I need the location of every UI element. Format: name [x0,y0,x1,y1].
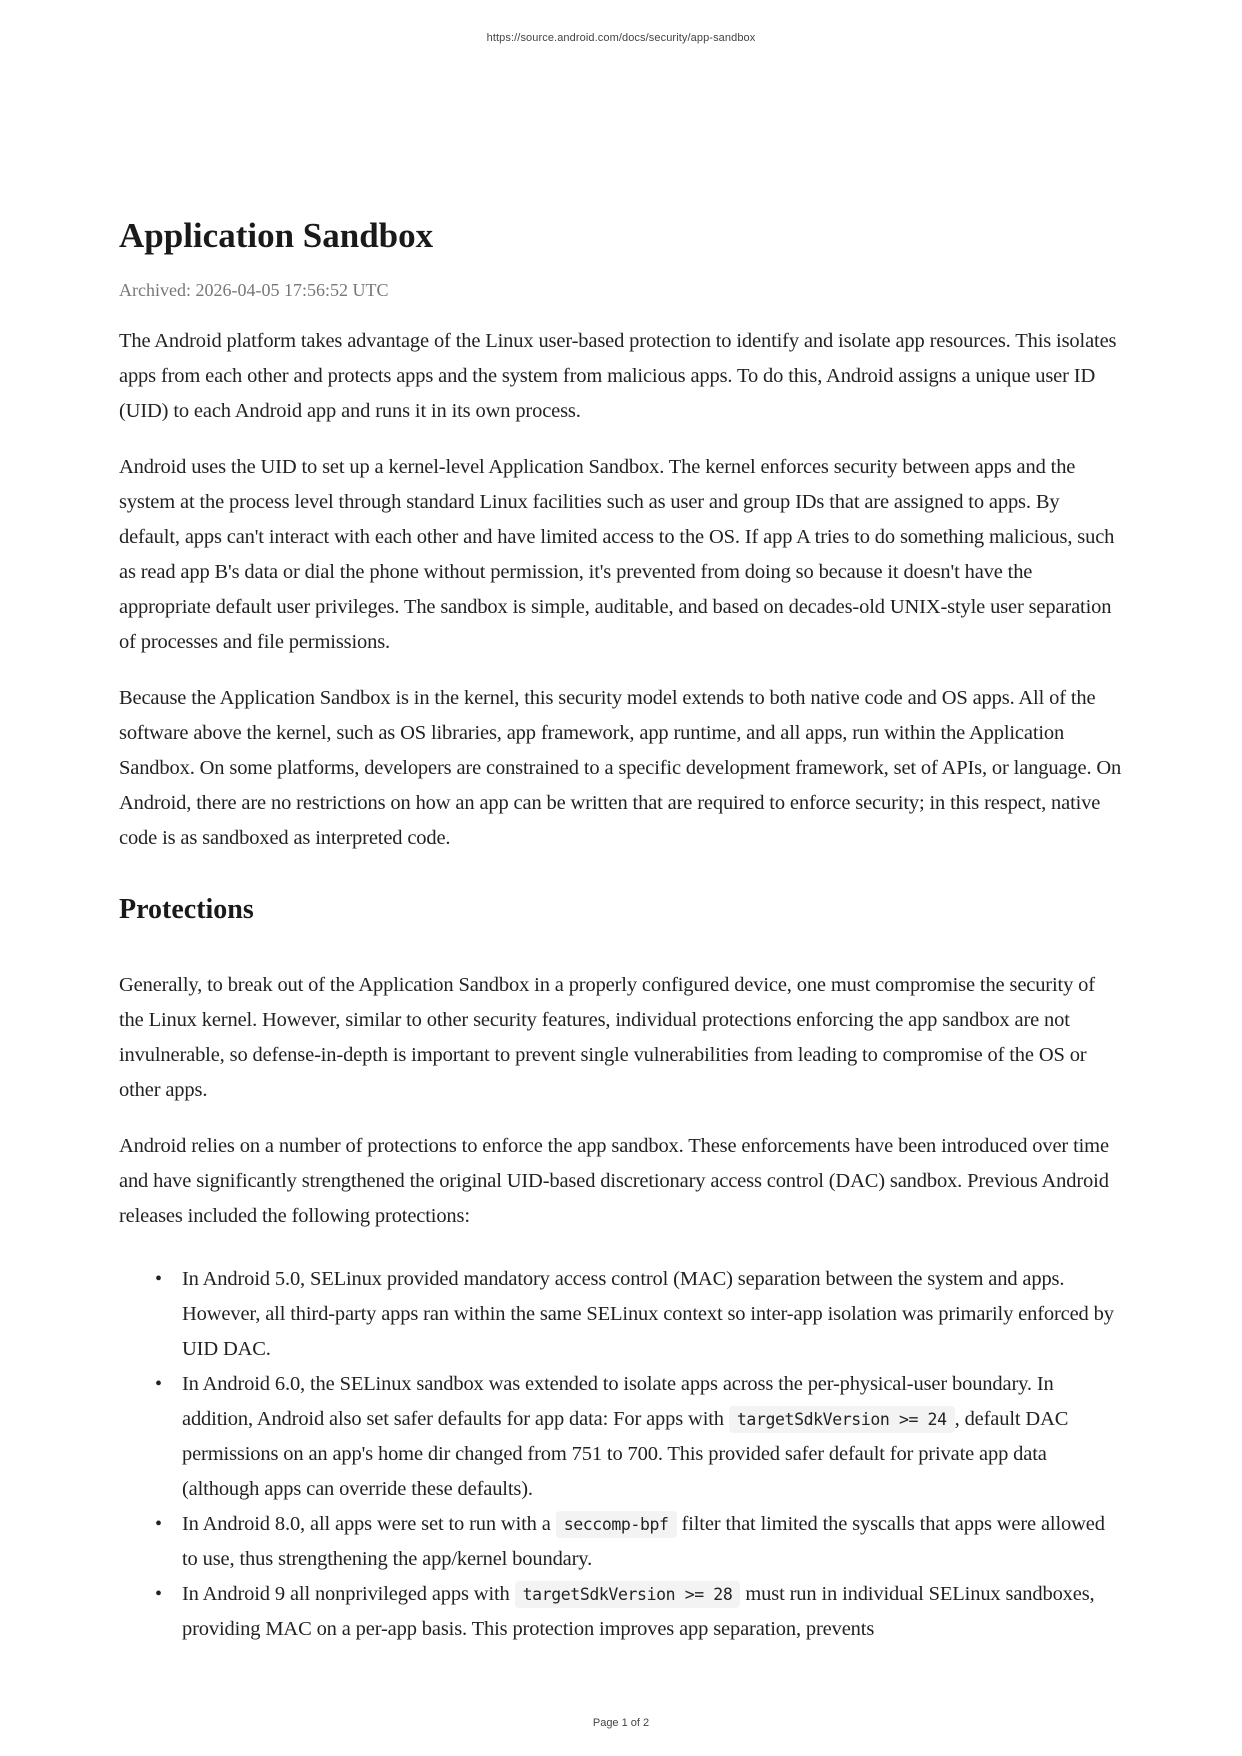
list-item-text-before: In Android 6.0, the SELinux sandbox was extended to isolate apps across the per-physical-user boundary. In addition, Android also set safer defaults for app data: For apps with [182,1373,1054,1430]
intro-paragraph-3: Because the Application Sandbox is in the kernel, this security model extends to both native code and OS apps. All of the software above the kernel, such as OS libraries, app framework, app runtime, and all apps, run within the Application Sandbox. On some platforms, developers are constrained to a specific development framework, set of APIs, or language. On Android, there are no restrictions on how an app can be written that are required to enforce security; in this respect, native code is as sandboxed as interpreted code. [119,687,1122,849]
list-item-text-before: In Android 9 all nonprivileged apps with [182,1583,515,1605]
protections-paragraph-1: Generally, to break out of the Application Sandbox in a properly configured device, one must compromise the security of the Linux kernel. However, similar to other security features, individual protections enforcing the app sandbox are not invulnerable, so defense-in-depth is important to prevent single vulnerabilities from leading to compromise of the OS or other apps. [119,974,1095,1101]
bullet-icon: • [155,1268,162,1290]
list-item-text-after: , default DAC permissions on an app's home dir changed from 751 to 700. This provided safer default for private app data (although apps can override these defaults). [182,1408,1069,1500]
list-item [155,1577,1124,1647]
intro-paragraph-1: The Android platform takes advantage of the Linux user-based protection to identify and isolate app resources. This isolates apps from each other and protects apps and the system from malicious apps. To do this, Android assigns a unique user ID (UID) to each Android app and runs it in its own process. [119,330,1117,422]
page-url-header: https://source.android.com/docs/security/app-sandbox [486,32,756,44]
list-item-text-after: filter that limited the syscalls that apps were allowed to use, thus strengthening the app/kernel boundary. [182,1513,1105,1570]
list-item [155,1367,1124,1507]
archived-timestamp: Archived: 2026-04-05 17:56:52 UTC [119,280,389,300]
inline-code: targetSdkVersion >= 24 [729,1406,955,1433]
list-item [155,1507,1124,1577]
page-title: Application Sandbox [119,216,434,255]
protections-section [119,890,1124,1647]
intro-paragraph-2: Android uses the UID to set up a kernel-level Application Sandbox. The kernel enforces security between apps and the system at the process level through standard Linux facilities such as user and group IDs that are assigned to apps. By default, apps can't interact with each other and have limited access to the OS. If app A tries to do something malicious, such as read app B's data or dial the phone without permission, it's prevented from doing so because it doesn't have the appropriate default user privileges. The sandbox is simple, auditable, and based on decades-old UNIX-style user separation of processes and file permissions. [119,456,1115,653]
inline-code: seccomp-bpf [556,1511,677,1538]
protections-list [119,1262,1124,1647]
bullet-icon: • [155,1373,162,1395]
list-item-text: In Android 5.0, SELinux provided mandatory access control (MAC) separation between the system and apps. However, all third-party apps ran within the same SELinux context so inter-app isolation was primarily enforced by UID DAC. [182,1268,1114,1360]
list-item-text-after: must run in individual SELinux sandboxes, providing MAC on a per-app basis. This protection improves app separation, prevents [182,1583,1095,1640]
bullet-icon: • [155,1583,162,1605]
list-item [155,1262,1124,1367]
bullet-icon: • [155,1513,162,1535]
section-heading-protections: Protections [119,894,254,925]
list-item-text-before: In Android 8.0, all apps were set to run with a [182,1513,556,1535]
inline-code: targetSdkVersion >= 28 [515,1581,741,1608]
page-number: Page 1 of 2 [592,1717,650,1729]
protections-paragraph-2: Android relies on a number of protections to enforce the app sandbox. These enforcements have been introduced over time and have significantly strengthened the original UID-based discretionary access control (DAC) sandbox. Previous Android releases included the following protections: [119,1135,1109,1227]
article [119,212,1124,1647]
